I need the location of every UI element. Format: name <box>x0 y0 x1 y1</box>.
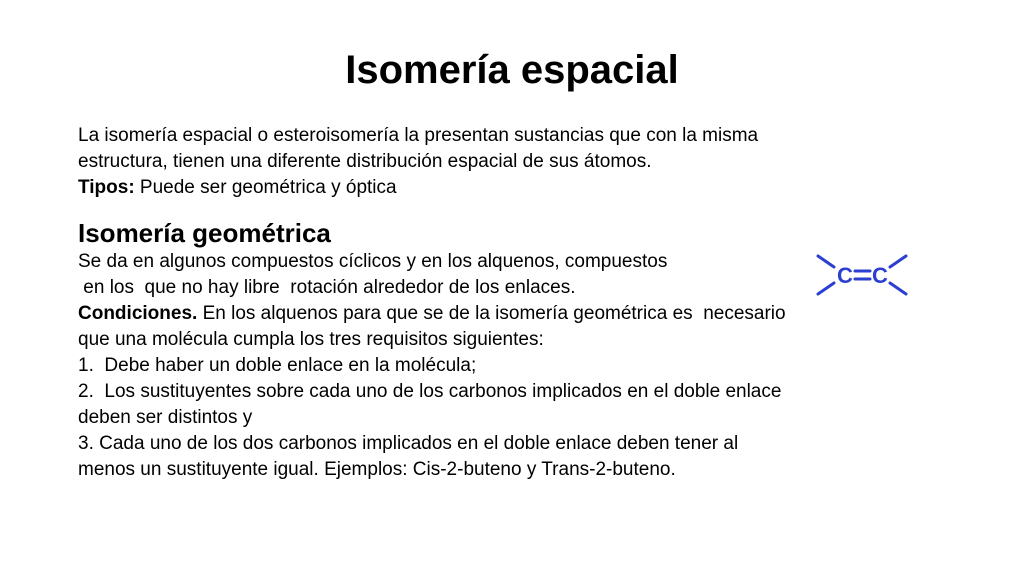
tipos-text: Puede ser geométrica y óptica <box>134 177 397 198</box>
spacer <box>78 201 958 217</box>
slide-body <box>78 123 958 483</box>
conditions-text: En los alquenos para que se de la isomería geométrica es necesario <box>197 303 786 324</box>
conditions-line-2: que una molécula cumpla los tres requisitos siguientes: <box>78 329 544 350</box>
intro-line-2: estructura, tienen una diferente distribución espacial de sus átomos. <box>78 151 652 172</box>
alkene-double-bond-diagram <box>812 250 912 300</box>
right-lower-bond <box>890 283 906 294</box>
left-lower-bond <box>818 283 834 294</box>
requirement-3-line-2: menos un sustituyente igual. Ejemplos: Cis-2-buteno y Trans-2-buteno. <box>78 459 676 480</box>
carbon-left: C <box>837 263 853 288</box>
carbon-right: C <box>872 263 888 288</box>
requirement-2-line-2: deben ser distintos y <box>78 407 253 428</box>
tipos-line <box>78 175 958 201</box>
conditions-label: Condiciones. <box>78 303 198 324</box>
section-line-1: Se da en algunos compuestos cíclicos y en los alquenos, compuestos <box>78 251 668 272</box>
tipos-label: Tipos: <box>78 177 135 198</box>
right-upper-bond <box>890 256 906 267</box>
alkene-bonds <box>818 256 906 294</box>
intro-line-1: La isomería espacial o esteroisomería la presentan sustancias que con la misma <box>78 125 759 146</box>
conditions-line <box>78 301 958 327</box>
slide-title: Isomería espacial <box>345 48 679 92</box>
requirement-3-line-1: 3. Cada uno de los dos carbonos implicados en el doble enlace deben tener al <box>78 433 739 454</box>
left-upper-bond <box>818 256 834 267</box>
requirement-1: 1. Debe haber un doble enlace en la molécula; <box>78 355 477 376</box>
section-heading: Isomería geométrica <box>78 218 331 248</box>
section-line-2: en los que no hay libre rotación alrededor de los enlaces. <box>78 277 576 298</box>
requirement-2-line-1: 2. Los sustituyentes sobre cada uno de los carbonos implicados en el doble enlace <box>78 381 782 402</box>
